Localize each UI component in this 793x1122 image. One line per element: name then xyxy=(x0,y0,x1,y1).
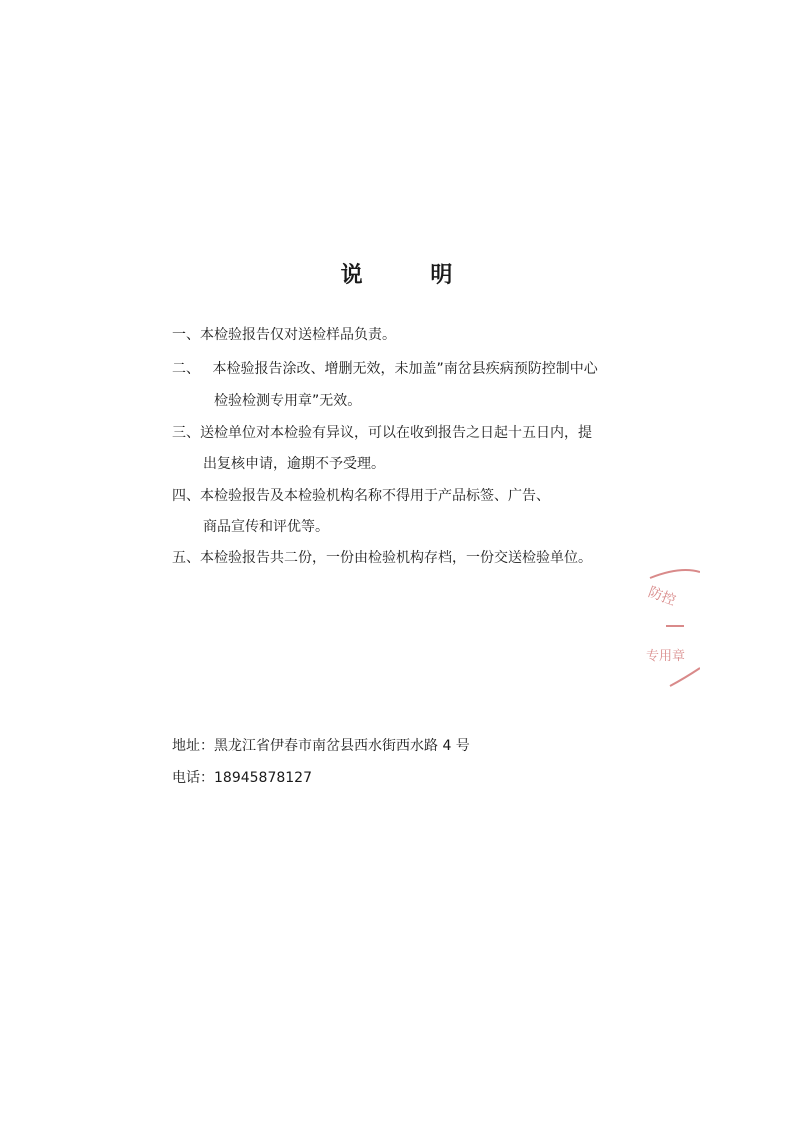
item-prefix: 四、 xyxy=(172,488,200,504)
phone-line xyxy=(172,769,312,787)
item-text: 送检单位对本检验有异议，可以在收到报告之日起十五日内，提 xyxy=(200,425,592,441)
address-value: 黑龙江省伊春市南岔县西水街西水路 4 号 xyxy=(214,738,470,754)
item-text: 本检验报告仅对送检样品负责。 xyxy=(200,327,396,343)
seal-ring-bottom xyxy=(670,668,700,686)
seal-text-top: 防控 xyxy=(645,584,678,609)
item-prefix: 二、 xyxy=(172,361,200,377)
statement-item-4-continued xyxy=(203,518,329,536)
phone-label: 电话： xyxy=(172,770,214,786)
seal-graphic xyxy=(640,568,700,688)
item-prefix: 一、 xyxy=(172,327,200,343)
statement-item-3-continued xyxy=(203,455,385,473)
address-line xyxy=(172,737,470,755)
item-text: 本检验报告共二份，一份由检验机构存档，一份交送检验单位。 xyxy=(200,550,592,566)
item-text: 出复核申请，逾期不予受理。 xyxy=(203,456,385,472)
item-prefix: 五、 xyxy=(172,550,200,566)
statement-item-3 xyxy=(172,424,592,442)
item-text: 本检验报告及本检验机构名称不得用于产品标签、广告、 xyxy=(200,488,550,504)
address-label: 地址： xyxy=(172,738,214,754)
seal-ring-top xyxy=(650,570,700,578)
phone-value: 18945878127 xyxy=(214,770,312,786)
item-prefix: 三、 xyxy=(172,425,200,441)
item-text: 本检验报告涂改、增删无效，未加盖”南岔县疾病预防控制中心 xyxy=(208,361,598,377)
seal-text-bottom: 专用章 xyxy=(646,649,686,664)
official-seal-partial xyxy=(640,568,700,688)
statement-item-4 xyxy=(172,487,550,505)
item-text: 商品宣传和评优等。 xyxy=(203,519,329,535)
item-text: 检验检测专用章”无效。 xyxy=(214,393,362,409)
statement-item-5 xyxy=(172,549,592,567)
statement-item-2 xyxy=(172,360,598,378)
page-title: 说 明 xyxy=(340,263,483,288)
statement-item-2-continued xyxy=(214,392,361,410)
statement-item-1 xyxy=(172,326,396,344)
